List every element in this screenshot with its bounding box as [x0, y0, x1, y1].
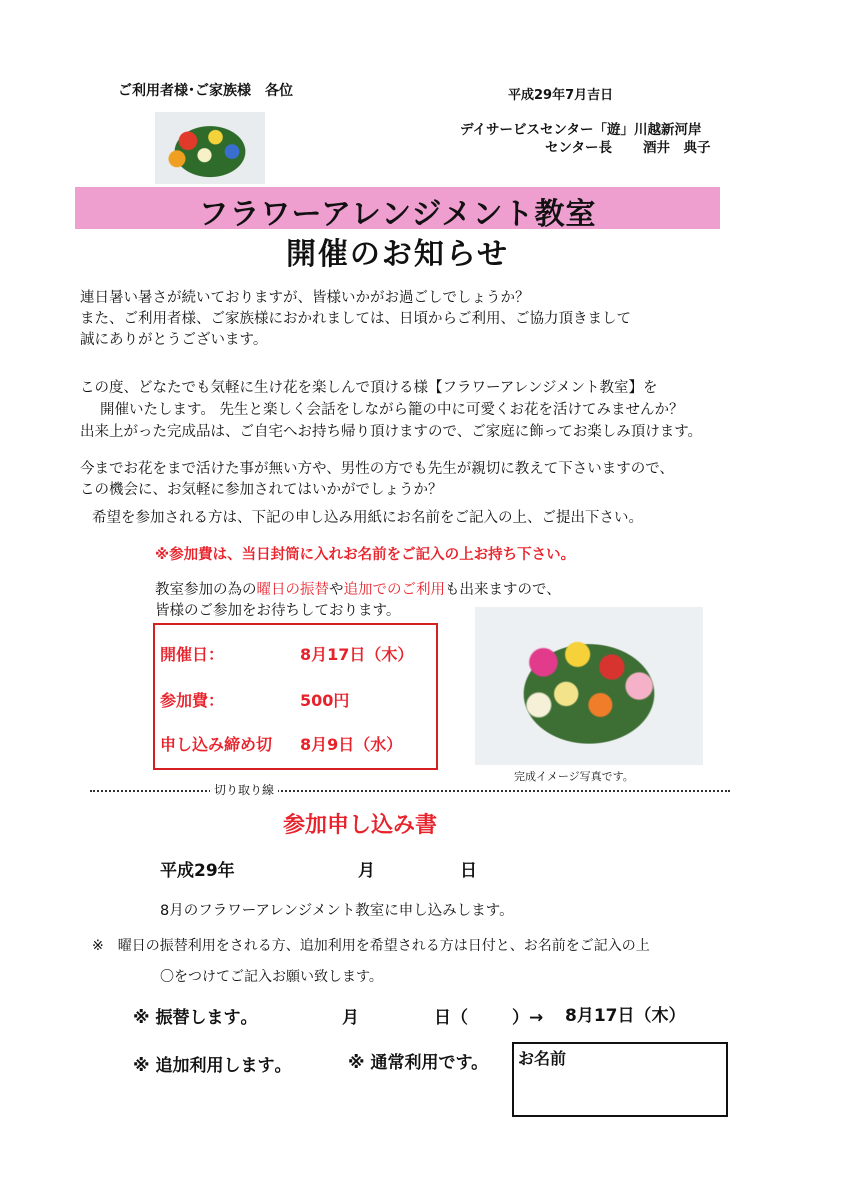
flower-arrangement-photo-small [155, 112, 265, 184]
body-text: や [329, 582, 344, 598]
cut-line-label: 切り取り線 [210, 781, 278, 798]
name-field-label: お名前 [518, 1049, 567, 1068]
deadline-label: 申し込み締め切 [160, 735, 273, 754]
body-text: この機会に、お気軽に参加されてはいかがでしょうか？ [80, 482, 443, 498]
cut-line [90, 790, 730, 792]
additional-use-option[interactable]: ※ 追加利用します｡ [133, 1056, 283, 1076]
body-text: この度、どなたでも気軽に生け花を楽しんで頂ける様【フラワーアレンジメント教室】を [80, 380, 658, 396]
page-subtitle: 開催のお知らせ [285, 237, 510, 272]
form-note: ※ 曜日の振替利用をされる方、追加利用を希望される方は日付と、お名前をご記入の上 [92, 938, 650, 954]
highlight-transfer: 曜日の振替 [256, 582, 329, 598]
body-text: も出来ますので、 [445, 582, 561, 598]
transfer-month: 月 [342, 1008, 359, 1028]
form-title: 参加申し込み書 [283, 813, 438, 838]
form-era-year: 平成29年 [160, 861, 235, 881]
body-text: 教室参加の為の [155, 582, 257, 598]
body-text: また、ご利用者様、ご家族様におかれましては、日頃からご利用、ご協力頂きまして [80, 311, 631, 327]
transfer-arrow: ）→ [512, 1008, 544, 1028]
page-title: フラワーアレンジメント教室 [198, 197, 597, 232]
deadline-value: 8月9日（水） [300, 735, 403, 754]
form-apply-text: 8月のフラワーアレンジメント教室に申し込みします。 [160, 903, 514, 919]
body-text: 誠にありがとうございます。 [80, 332, 268, 348]
form-month: 月 [358, 861, 375, 881]
body-text: 皆様のご参加をお待ちしております。 [155, 603, 401, 619]
regular-use-option[interactable]: ※ 通常利用です。 [348, 1053, 489, 1073]
transfer-day: 日（ [434, 1008, 468, 1028]
fee-note: ※参加費は、当日封筒に入れお名前をご記入の上お持ち下さい。 [155, 547, 576, 563]
form-note: 〇をつけてご記入お願い致します。 [160, 969, 383, 985]
body-text: 希望を参加される方は、下記の申し込み用紙にお名前をご記入の上、ご提出下さい。 [92, 510, 643, 526]
body-text: 連日暑い暑さが続いておりますが、皆様いかがお過ごしでしょうか？ [80, 290, 530, 306]
body-text: 出来上がった完成品は、ご自宅へお持ち帰り頂けますので、ご家庭に飾ってお楽しみ頂けます。 [80, 424, 703, 440]
body-text: 今までお花をまで活けた事が無い方や、男性の方でも先生が親切に教えて下さいますので、 [80, 461, 674, 477]
manager-title: センター長 [545, 140, 612, 156]
transfer-option[interactable]: ※ 振替します｡ [133, 1008, 249, 1028]
flower-arrangement-photo [475, 607, 703, 765]
manager-name: 酒井 典子 [643, 140, 711, 156]
issue-date: 平成29年7月吉日 [508, 88, 614, 103]
fee-value: 500円 [300, 691, 350, 710]
fee-label: 参加費： [160, 691, 225, 710]
transfer-target-date: 8月17日（木） [565, 1006, 686, 1026]
organization-name: デイサービスセンター「遊」川越新河岸 [460, 122, 702, 138]
addressee: ご利用者様･ご家族様 各位 [118, 83, 293, 99]
body-text: 開催いたします。 先生と楽しく会話をしながら籠の中に可愛くお花を活けてみませんか？ [100, 402, 684, 418]
form-day: 日 [460, 861, 477, 881]
body-text-mixed [155, 578, 561, 599]
highlight-additional: 追加でのご利用 [343, 582, 445, 598]
event-date-label: 開催日： [160, 645, 225, 664]
photo-caption: 完成イメージ写真です。 [514, 770, 634, 783]
event-date-value: 8月17日（木） [300, 645, 414, 664]
